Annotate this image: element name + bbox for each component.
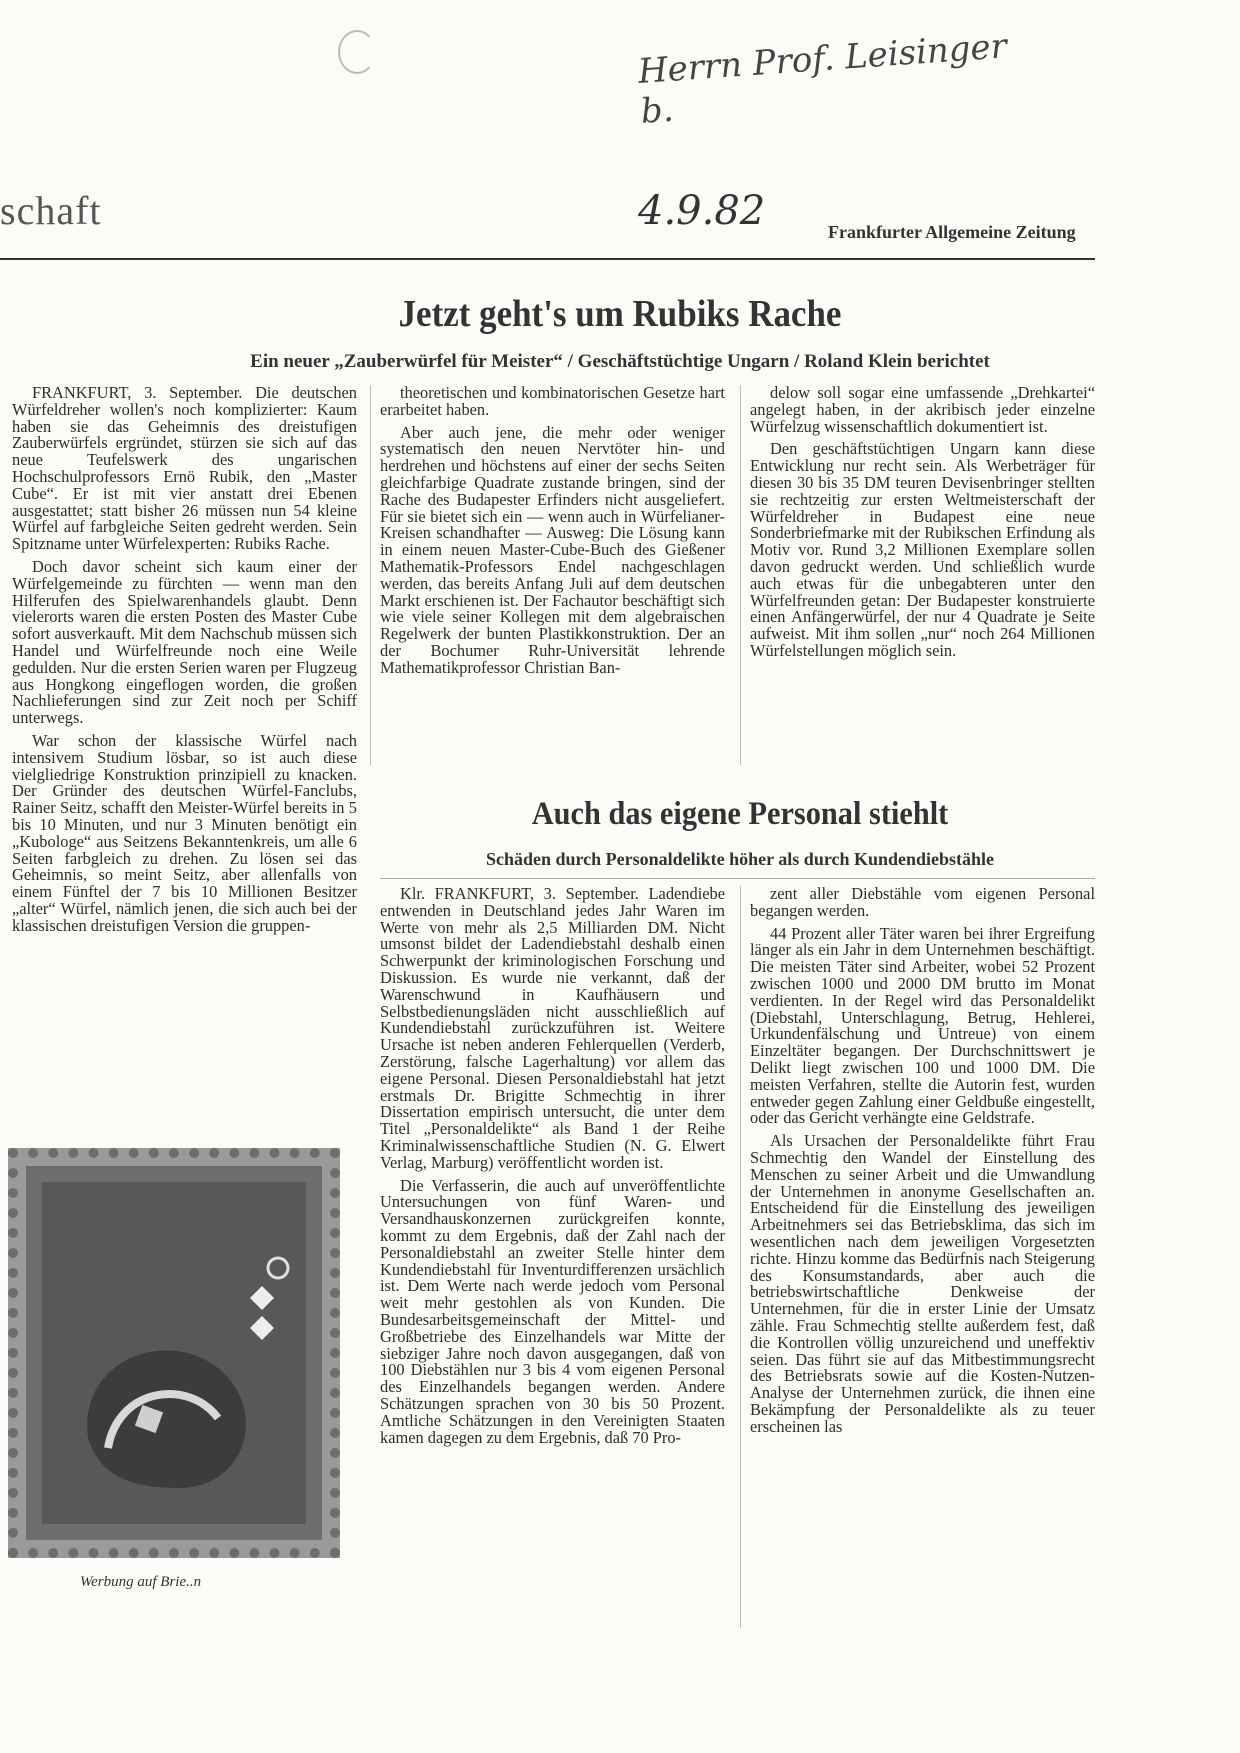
handwritten-date: 4.9.82 <box>638 188 766 234</box>
newspaper-name: Frankfurter Allgemeine Zeitung <box>828 222 1076 242</box>
article2-column-2 <box>750 886 1095 1628</box>
article2-col2-paragraph: zent aller Diebstähle vom eigenen Personal begangen werden. <box>750 886 1095 920</box>
article2-col1-paragraph: Die Verfasserin, die auch auf unveröffentlichte Untersuchungen von fünf Waren- und Versandhauskonzernen zurückgreifen konnte, kommt zu dem Ergebnis, daß der Zahl nach der Personaldiebstahl an zweiter Stelle hinter dem Kundendiebstahl für Inventurdifferenzen ursächlich ist. Dem Werte nach werde jedoch vom Personal weit mehr gestohlen als von Kunden. Die Bundesarbeitsgemeinschaft der Mittel- und Großbetriebe des Einzelhandels war Mitte der siebziger Jahre noch davon ausgegangen, daß von 100 Diebstählen nur 3 bis 4 vom eigenen Personal des Einzelhandels begangen werden. Andere Schätzungen sprachen von 30 bis 50 Prozent. Amtliche Schätzungen in den Vereinigten Staaten kamen dagegen zu dem Ergebnis, daß 70 Pro- <box>380 1175 725 1447</box>
article1-col1-paragraph: War schon der klassische Würfel nach intensivem Studium lösbar, so ist auch diese vielgliedrige Konstruktion prinzipiell zu knacken. Der Gründer des deutschen Würfel-Fanclubs, Rainer Seitz, schafft den Meister-Würfel bereits in 5 bis 10 Minuten, und nur 3 Minuten benötigt ein „Kubologe“ aus Seitzens Bekanntenkreis, um alle 6 Seiten farbgleich zu drehen. Zu lösen sei das Geheimnis, so meint Seitz, aber allenfalls von einem Fünftel der 7 bis 10 Millionen Besitzer „alter“ Würfel, nämlich jenen, die sich auch bei der klassischen dreistufigen Version die gruppen- <box>12 730 357 935</box>
stamp-image <box>8 1148 340 1558</box>
article1-headline: Jetzt geht's um Rubiks Rache <box>398 293 842 335</box>
article2-col2-paragraph: 44 Prozent aller Täter waren bei ihrer Ergreifung länger als ein Jahr in dem Unternehmen beschäftigt. Die meisten Täter sind Arbeiter, wobei 52 Prozent zwischen 1000 und 2000 DM brutto im Monat verdienten. In der Regel wird das Personaldelikt (Diebstahl, Unterschlagung, Betrug, Hehlerei, Urkundenfälschung und Untreue) von einem Einzeltäter begangen. Der Durchschnittswert je Delikt liegt zwischen 100 und 1000 DM. Die meisten Verfahren, stellte die Autorin fest, wurden entweder gegen Zahlung einer Geldbuße eingestellt, oder das Gericht verhängte eine Geldstrafe. <box>750 923 1095 1128</box>
stamp-cube-illustration <box>18 1158 330 1548</box>
article2-column-1 <box>380 886 725 1628</box>
article1-col2-paragraph: theoretischen und kombinatorischen Gesetze hart erarbeitet haben. <box>380 385 725 419</box>
handwritten-note-text: Herrn Prof. Leisinger b. <box>636 26 1009 132</box>
article1-column-divider <box>740 385 741 765</box>
article1-column-3 <box>750 385 1095 765</box>
article1-column-2 <box>380 385 725 765</box>
article2-column-divider <box>740 886 741 1628</box>
article1-col3-paragraph: Den geschäftstüchtigen Ungarn kann diese Entwicklung nur recht sein. Als Werbeträger für diesen 30 bis 35 DM teuren Devisenbringer stellten sie rechtzeitig zur ersten Weltmeisterschaft der Würfeldreher in Budapest eine neue Sonderbriefmarke mit der Rubikschen Erfindung als Motiv vor. Rund 3,2 Millionen Exemplare sollen davon gedruckt werden. Und schließlich wurde auch etwas für die unbegabteren unter den Würfelfreunden getan: Der Budapester konstruierte einen Anfängerwürfel, der nur 4 Quadrate je Seite aufweist. Mit ihm sollen „nur“ noch 264 Millionen Würfelstellungen möglich sein. <box>750 439 1095 660</box>
article2-subheadline: Schäden durch Personaldelikte höher als durch Kundendiebstähle <box>485 849 995 869</box>
handwritten-note <box>637 24 1044 162</box>
masthead-rule <box>0 258 1095 260</box>
article1-subheadline: Ein neuer „Zauberwürfel für Meister“ / Geschäftstüchtige Ungarn / Roland Klein berichtet <box>250 351 990 372</box>
article1-col3-paragraph: delow soll sogar eine umfassende „Drehkartei“ angelegt haben, in der akribisch jeder einzelne Würfelzug wissenschaftlich dokumentiert ist. <box>750 385 1095 436</box>
article2-col2-paragraph: Als Ursachen der Personaldelikte führt Frau Schmechtig den Wandel der Einstellung des Menschen zu seiner Arbeit und die Umwandlung der Unternehmen in anonyme Gesellschaften an. Entscheidend für die Einstellung des jeweiligen Arbeitnehmers sei das Betriebsklima, das sich im wesentlichen nach dem jeweiligen Vorgesetzten richte. Hinzu komme das Bedürfnis nach Steigerung des Konsumstandards, aber auch die betriebswirtschaftliche Denkweise der Unternehmen, für die in erster Linie der Umsatz zähle. Frau Schmechtig stellte außerdem fest, daß die Kontrollen völlig unzureichend und uneffektiv seien. Das führt sie auf das Mitbestimmungsrecht des Betriebsrats sowie auf die Kosten-Nutzen-Analyse der Unternehmen zurück, die ihnen eine Bekämpfung der Personaldelikte als zu teuer erscheinen las <box>750 1131 1095 1436</box>
article1-column-divider <box>370 385 371 765</box>
article1-col2-paragraph: Aber auch jene, die mehr oder weniger systematisch den neuen Nervtöter hin- und herdrehen und höchstens auf einer der sechs Seiten gleichfarbige Quadrate zustande bringen, sind der Rache des Budapester Erfinders nicht ausgeliefert. Für sie bietet sich ein — wenn auch in Würfelianer-Kreisen schandhafter — Ausweg: Die Lösung kann in einem neuen Master-Cube-Buch des Gießener Mathematik-Professors Endel nachgeschlagen werden, das bereits Anfang Juli auf dem deutschen Markt erschienen ist. Der Fachautor beschäftigt sich wie viele seiner Kollegen mit dem algebraischen Regelwerk der bunten Plastikkonstruktion. Der an der Bochumer Ruhr-Universität lehrende Mathematikprofessor Christian Ban- <box>380 422 725 677</box>
article1-col1-paragraph: Doch davor scheint sich kaum einer der Würfelgemeinde zu fürchten — wenn man den Hilferufen des Spielwarenhandels glaubt. Denn vielerorts waren die ersten Posten des Master Cube sofort ausverkauft. Mit dem Nachschub müssen sich Handel und Würfelfreunde noch eine Weile gedulden. Nur die ersten Serien waren per Flugzeug aus Hongkong eingeflogen worden, die großen Nachlieferungen sind zur Zeit noch per Schiff unterwegs. <box>12 556 357 728</box>
article2-col1-paragraph: Klr. FRANKFURT, 3. September. Ladendiebe entwenden in Deutschland jedes Jahr Waren im Werte von mehr als 2,5 Milliarden DM. Nicht umsonst bildet der Ladendiebstahl deshalb einen Schwerpunkt der kriminologischen Forschung und Diskussion. Es wurde nie verkannt, daß der Warenschwund in Kaufhäusern und Selbstbedienungsläden nicht ausschließlich auf Kundendiebstahl zurückzuführen ist. Weitere Ursache ist neben anderen Fehlerquellen (Verderb, Zerstörung, falsche Lagerhaltung) vor allem das eigene Personal. Diesen Personaldiebstahl hat jetzt erstmals Dr. Brigitte Schmechtig in ihrer Dissertation empirisch untersucht, die unter dem Titel „Personaldelikte“ als Band 1 der Reihe Kriminalwissenschaftliche Studien (N. G. Elwert Verlag, Marburg) veröffentlicht worden ist. <box>380 886 725 1172</box>
image-caption: Werbung auf Brie..n <box>80 1574 202 1590</box>
section-fragment: schaft <box>0 188 102 233</box>
circle-mark <box>338 30 376 74</box>
article2-headline: Auch das eigene Personal stiehlt <box>531 796 949 832</box>
article1-col1-paragraph: FRANKFURT, 3. September. Die deutschen Würfeldreher wollen's noch komplizierter: Kaum haben sie das Geheimnis des dreistufigen Zauberwürfels ergründet, stürzen sie sich auf das neue Teufelswerk des ungarischen Hochschulprofessors Ernö Rubik, den „Master Cube“. Er ist mit vier anstatt drei Ebenen ausgestattet; statt bisher 26 müssen nun 54 kleine Würfel auf farbgleiche Seiten gedreht werden. Sein Spitzname unter Würfelexperten: Rubiks Rache. <box>12 385 357 554</box>
article2-top-rule <box>380 878 1095 879</box>
article1-column-1 <box>12 385 357 1130</box>
